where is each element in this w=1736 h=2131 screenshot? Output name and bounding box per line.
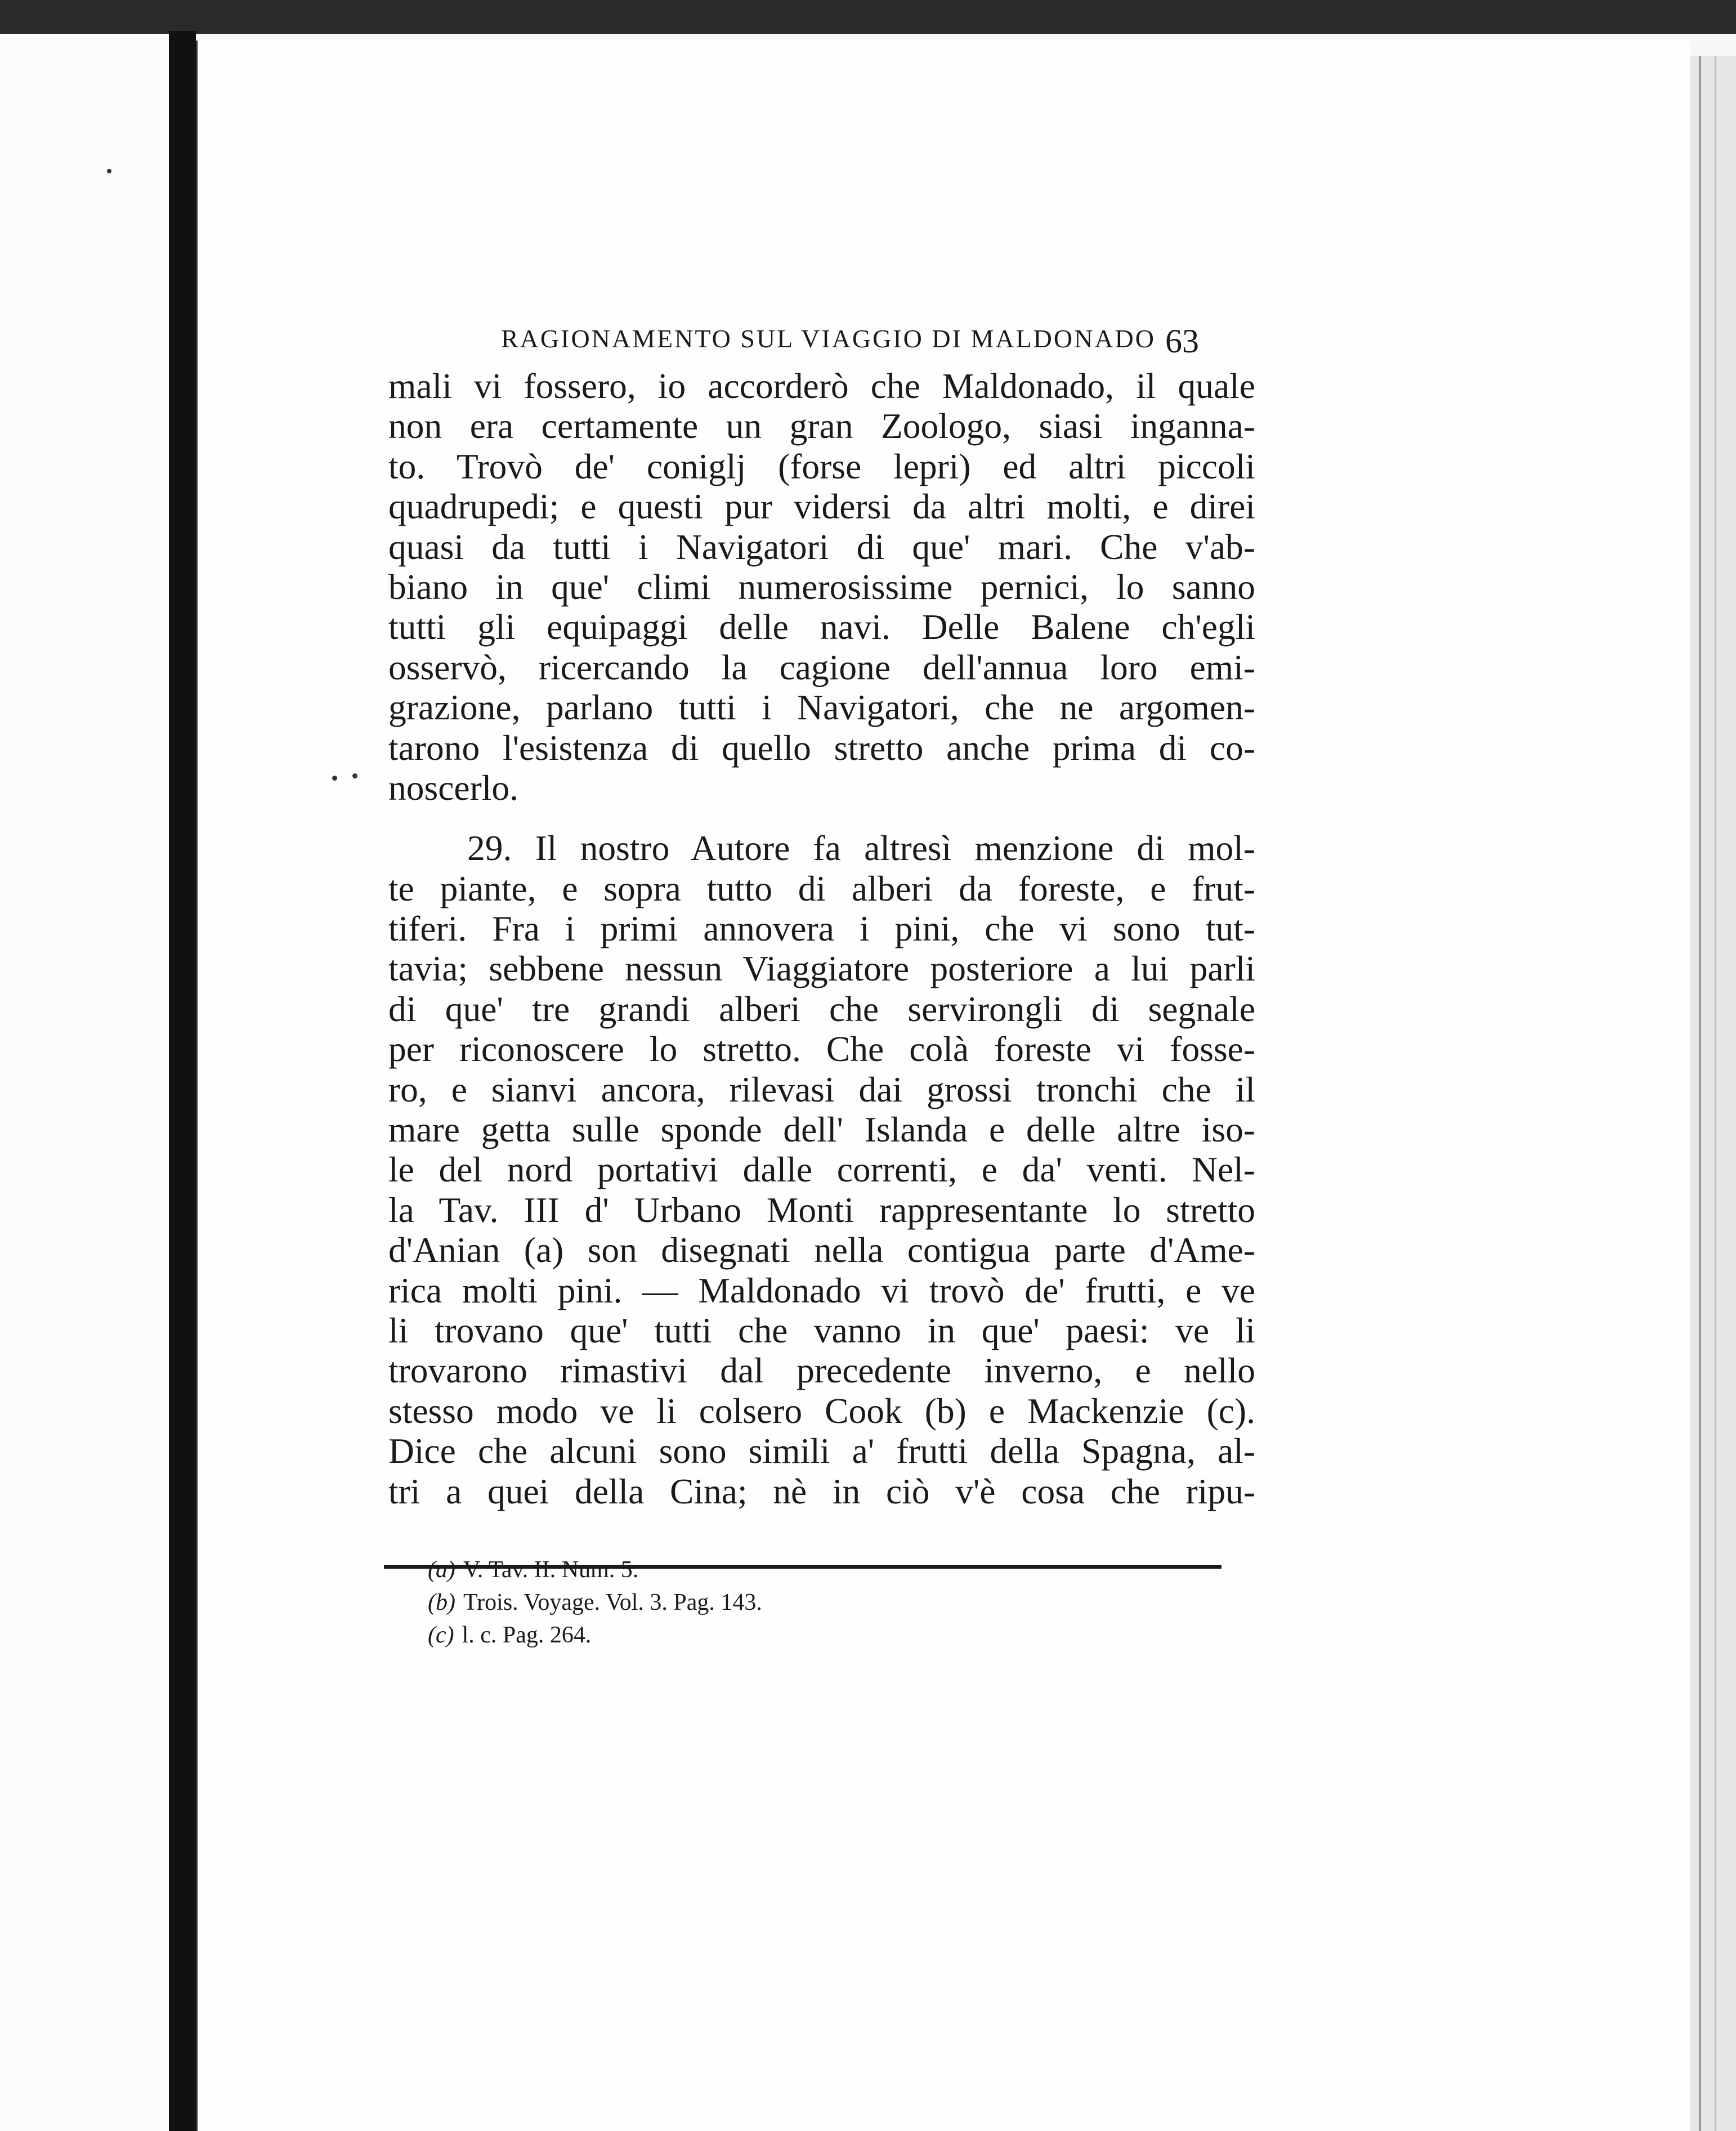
text-line: ro, e sianvi ancora, rilevasi dai grossi tronchi che il [388, 1069, 1255, 1109]
scan-speck [332, 776, 337, 781]
text-line: biano in que' climi numerosissime pernici, lo sanno [388, 566, 1255, 607]
text-line: quasi da tutti i Navigatori di que' mari. Che v'ab- [388, 526, 1255, 567]
text-line: le del nord portativi dalle correnti, e da' venti. Nel- [388, 1149, 1255, 1190]
running-head-title: RAGIONAMENTO SUL VIAGGIO DI MALDONADO [501, 324, 1156, 353]
text-line: tutti gli equipaggi delle navi. Delle Balene ch'egli [388, 607, 1255, 647]
text-line: mali vi fossero, io accorderò che Maldonado, il quale [388, 366, 1255, 406]
text-line: li trovano que' tutti che vanno in que' paesi: ve li [388, 1310, 1255, 1350]
page-edge-line [1715, 56, 1716, 2131]
text-line: tavia; sebbene nessun Viaggiatore posteriore a lui parli [388, 948, 1255, 989]
page-edge-line [1699, 56, 1701, 2131]
footnote-mark: (b) [428, 1590, 455, 1615]
footnotes [428, 1554, 934, 1651]
footnote-mark: (c) [428, 1622, 454, 1648]
scan-border-top [0, 0, 1736, 34]
scan-speck [107, 169, 111, 173]
footnote [428, 1619, 934, 1651]
facing-page-margin [0, 34, 179, 2131]
text-line: di que' tre grandi alberi che servirongli di segnale [388, 988, 1255, 1029]
book-gutter [169, 31, 196, 2131]
text-line: te piante, e sopra tutto di alberi da foreste, e frut- [388, 868, 1255, 908]
text-line: per riconoscere lo stretto. Che colà foreste vi fosse- [388, 1029, 1255, 1069]
text-line: non era certamente un gran Zoologo, siasi inganna- [388, 406, 1255, 446]
footnote [428, 1586, 934, 1619]
footnote-text: Trois. Voyage. Vol. 3. Pag. 143. [463, 1590, 762, 1615]
running-head [501, 324, 1210, 363]
body-text [388, 366, 1255, 1511]
footnote-mark: (a) [428, 1557, 455, 1583]
text-line: mare getta sulle sponde dell' Islanda e delle altre iso- [388, 1109, 1255, 1150]
footnote-text: V. Tav. II. Num. 5. [463, 1557, 639, 1583]
text-line: la Tav. III d' Urbano Monti rappresentante lo stretto [388, 1189, 1255, 1230]
text-line: d'Anian (a) son disegnati nella contigua parte d'Ame- [388, 1230, 1255, 1270]
scan-speck [352, 773, 357, 778]
text-line: tarono l'esistenza di quello stretto anche prima di co- [388, 727, 1255, 768]
text-line: trovarono rimastivi dal precedente inverno, e nello [388, 1350, 1255, 1391]
text-line: osservò, ricercando la cagione dell'annua loro emi- [388, 647, 1255, 687]
text-line: noscerlo. [388, 767, 518, 808]
paragraph-gap [388, 808, 1255, 828]
page-number: 63 [1165, 323, 1199, 360]
footnote [428, 1554, 934, 1586]
page-edge-right [1683, 56, 1736, 2131]
text-line: stesso modo ve li colsero Cook (b) e Mackenzie (c). [388, 1390, 1255, 1431]
text-line: rica molti pini. — Maldonado vi trovò de' frutti, e ve [388, 1270, 1255, 1310]
text-line: tri a quei della Cina; nè in ciò v'è cosa che ripu- [388, 1471, 1255, 1511]
text-line: tiferi. Fra i primi annovera i pini, che vi sono tut- [388, 908, 1255, 949]
text-line: to. Trovò de' coniglj (forse lepri) ed altri piccoli [388, 446, 1255, 486]
footnote-text: l. c. Pag. 264. [462, 1622, 592, 1648]
text-line: grazione, parlano tutti i Navigatori, che ne argomen- [388, 687, 1255, 728]
text-line: quadrupedi; e questi pur vidersi da altri molti, e direi [388, 486, 1255, 527]
text-line: 29. Il nostro Autore fa altresì menzione di mol- [467, 828, 1255, 868]
text-line: Dice che alcuni sono simili a' frutti della Spagna, al- [388, 1431, 1255, 1471]
